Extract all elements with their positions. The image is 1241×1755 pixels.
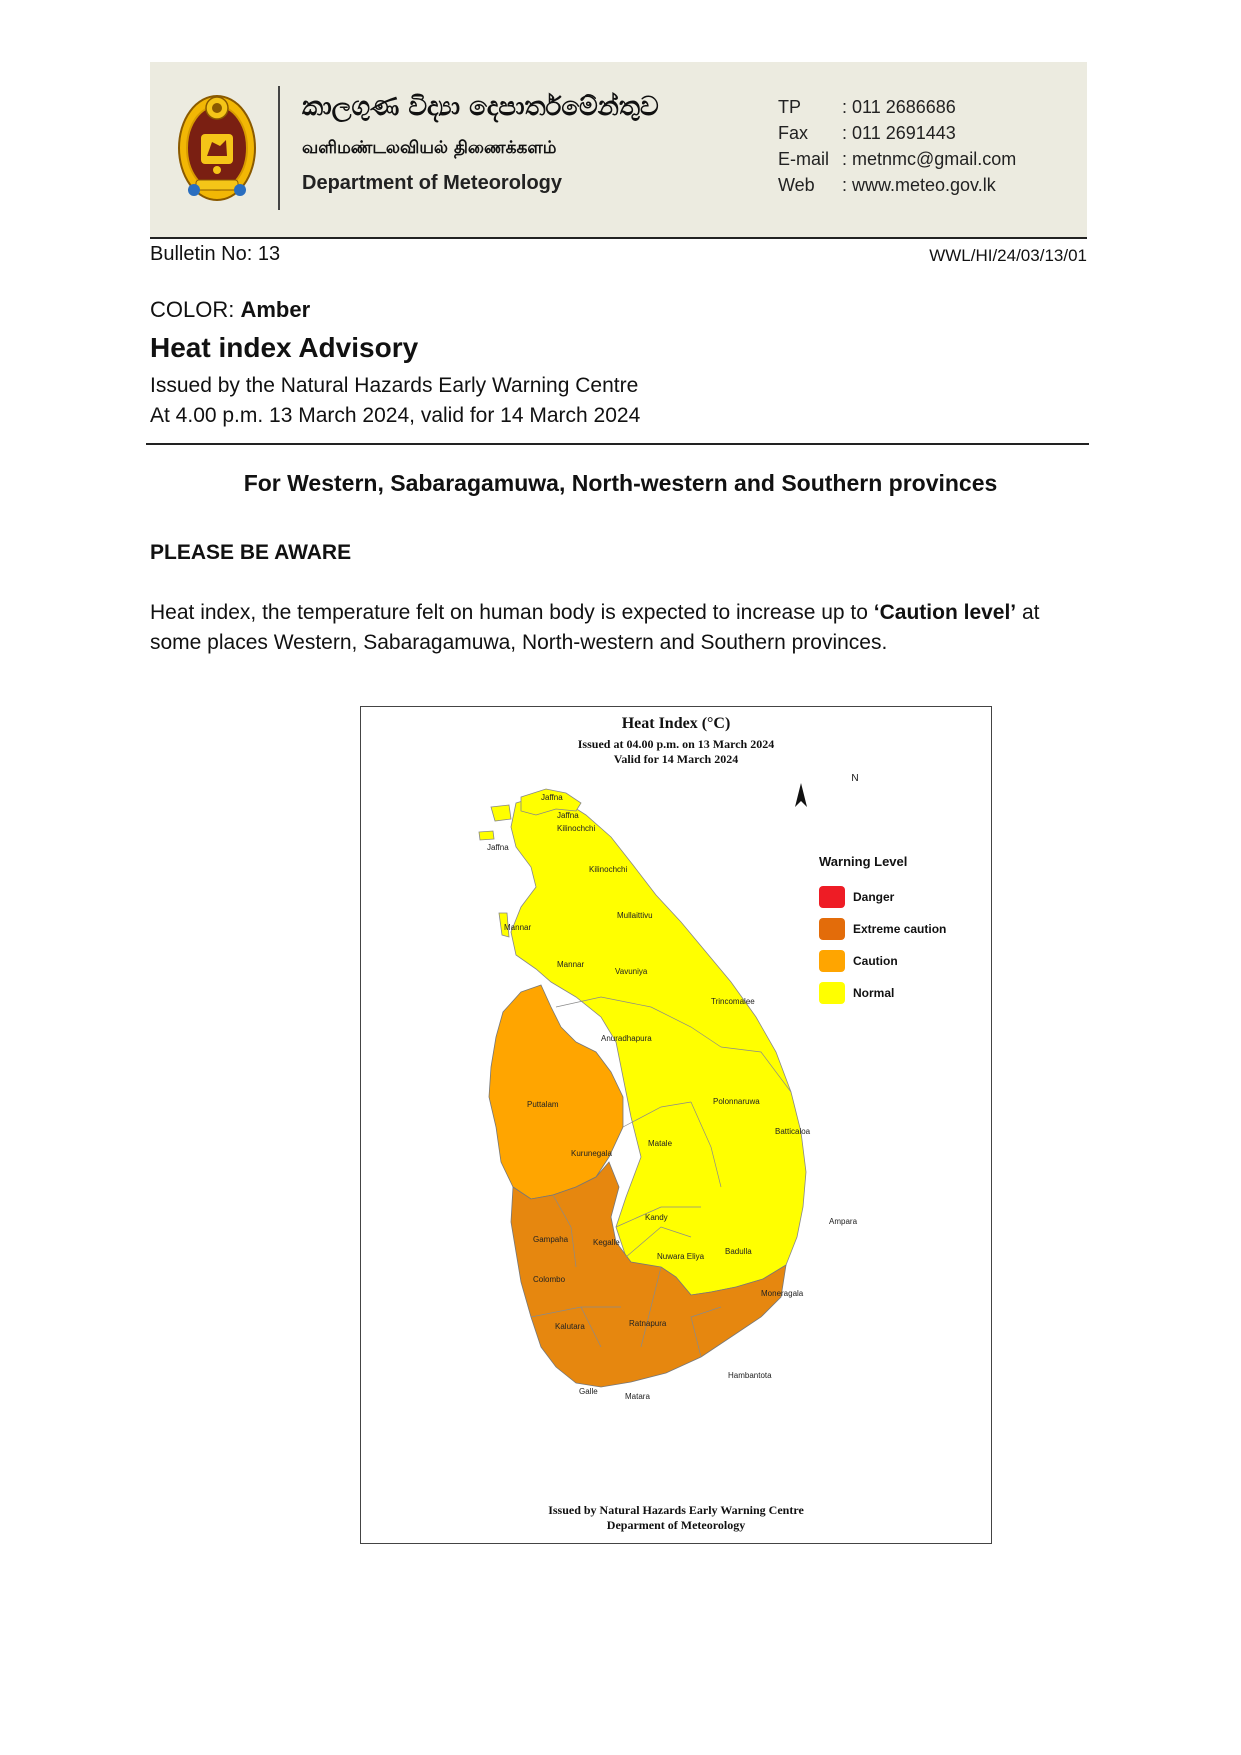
letterhead [150, 62, 1087, 237]
color-line [150, 297, 310, 323]
district-label: Kurunegala [571, 1149, 612, 1158]
legend-swatch [819, 886, 845, 908]
district-label: Jaffna [487, 843, 509, 852]
legend-item-caution [819, 945, 979, 977]
district-label: Kalutara [555, 1322, 585, 1331]
district-label: Vavuniya [615, 967, 648, 976]
contact-label: Fax [778, 123, 809, 143]
district-label: Kilinochchi [589, 865, 628, 874]
contact-row-fax [778, 120, 1016, 146]
district-label: Anuradhapura [601, 1034, 652, 1043]
district-label: Mannar [504, 923, 532, 932]
advisory-body [150, 598, 1090, 658]
legend-title: Warning Level [819, 854, 908, 869]
district-label: Nuwara Eliya [657, 1252, 705, 1261]
color-value: Amber [240, 297, 311, 322]
district-label: Ratnapura [629, 1319, 667, 1328]
district-label: Moneragala [761, 1289, 804, 1298]
district-label: Jaffna [557, 811, 579, 820]
legend-item-danger [819, 881, 979, 913]
district-label: Trincomalee [711, 997, 755, 1006]
legend-item-extreme-caution [819, 913, 979, 945]
north-label: N [851, 773, 859, 784]
district-label: Galle [579, 1387, 598, 1396]
map-issued: Issued at 04.00 p.m. on 13 March 2024 [577, 737, 775, 751]
district-label: Ampara [829, 1217, 858, 1226]
district-label: Puttalam [527, 1100, 559, 1109]
legend-label: Danger [853, 890, 895, 904]
aware-heading: PLEASE BE AWARE [150, 541, 352, 564]
contact-row-tp [778, 94, 1016, 120]
district-label: Matara [625, 1392, 650, 1401]
district-label: Polonnaruwa [713, 1097, 760, 1106]
section-rule [146, 443, 1089, 445]
sri-lanka-emblem-icon [174, 86, 260, 206]
contact-row-email [778, 146, 1016, 172]
header-divider [278, 86, 280, 210]
contact-value[interactable]: : metnmc@gmail.com [842, 149, 1017, 169]
legend-swatch [819, 982, 845, 1004]
north-arrow-icon [795, 783, 807, 807]
district-label: Jaffna [541, 793, 563, 802]
advisory-title: Heat index Advisory [150, 332, 419, 363]
district-label: Gampaha [533, 1235, 569, 1244]
bulletin-reference: WWL/HI/24/03/13/01 [929, 246, 1087, 265]
body-text: Heat index, the temperature felt on human body is expected to increase up to [150, 601, 874, 624]
map-valid: Valid for 14 March 2024 [613, 752, 739, 766]
bulletin-number: Bulletin No: 13 [150, 243, 281, 265]
contact-value: : 011 2691443 [842, 123, 956, 143]
district-label: Kilinochchi [557, 824, 596, 833]
district-label: Hambantota [728, 1371, 772, 1380]
district-label: Kandy [645, 1213, 668, 1222]
legend-swatch [819, 918, 845, 940]
district-label: Mullaittivu [617, 911, 653, 920]
district-label: Kegalle [593, 1238, 620, 1247]
map-legend [819, 854, 979, 1009]
issued-by: Issued by the Natural Hazards Early Warning Centre [150, 374, 639, 397]
body-emphasis: ‘Caution level’ [873, 601, 1017, 624]
department-name-english: Department of Meteorology [302, 172, 563, 194]
contact-row-web [778, 172, 1016, 198]
department-name-sinhala: කාලගුණ විද්‍යා දෙපාර්තමේන්තුව [302, 92, 659, 122]
district-label: Batticaloa [775, 1127, 811, 1136]
legend-label: Extreme caution [853, 922, 947, 936]
legend-swatch [819, 950, 845, 972]
contact-value: : 011 2686686 [842, 97, 956, 117]
district-label: Badulla [725, 1247, 752, 1256]
body-text: at some places Western, Sabaragamuwa, North-western and Southern provinces. [150, 601, 1040, 654]
map-footer-issuer: Issued by Natural Hazards Early Warning Centre [548, 1503, 804, 1517]
issued-at: At 4.00 p.m. 13 March 2024, valid for 14 March 2024 [150, 404, 641, 427]
header-rule [150, 237, 1087, 239]
provinces-heading: For Western, Sabaragamuwa, North-western and Southern provinces [243, 470, 998, 496]
legend-label: Caution [853, 954, 898, 968]
legend-label: Normal [853, 986, 895, 1000]
contact-label: E-mail [778, 149, 830, 169]
map-title: Heat Index (°C) [621, 715, 731, 732]
contact-block [778, 94, 1016, 198]
contact-value[interactable]: : www.meteo.gov.lk [842, 175, 996, 195]
map-footer-department: Deparment of Meteorology [606, 1518, 746, 1532]
district-label: Colombo [533, 1275, 566, 1284]
region-normal [479, 831, 494, 840]
color-label: COLOR: [150, 297, 241, 322]
region-normal [491, 805, 511, 821]
legend-item-normal [819, 977, 979, 1009]
department-name-tamil: வளிமண்டலவியல் திணைக்களம் [302, 138, 557, 158]
heat-index-map [360, 706, 992, 1544]
contact-label: TP [778, 97, 802, 117]
contact-label: Web [778, 175, 815, 195]
district-label: Matale [648, 1139, 673, 1148]
sri-lanka-map [361, 707, 991, 1543]
district-label: Mannar [557, 960, 585, 969]
